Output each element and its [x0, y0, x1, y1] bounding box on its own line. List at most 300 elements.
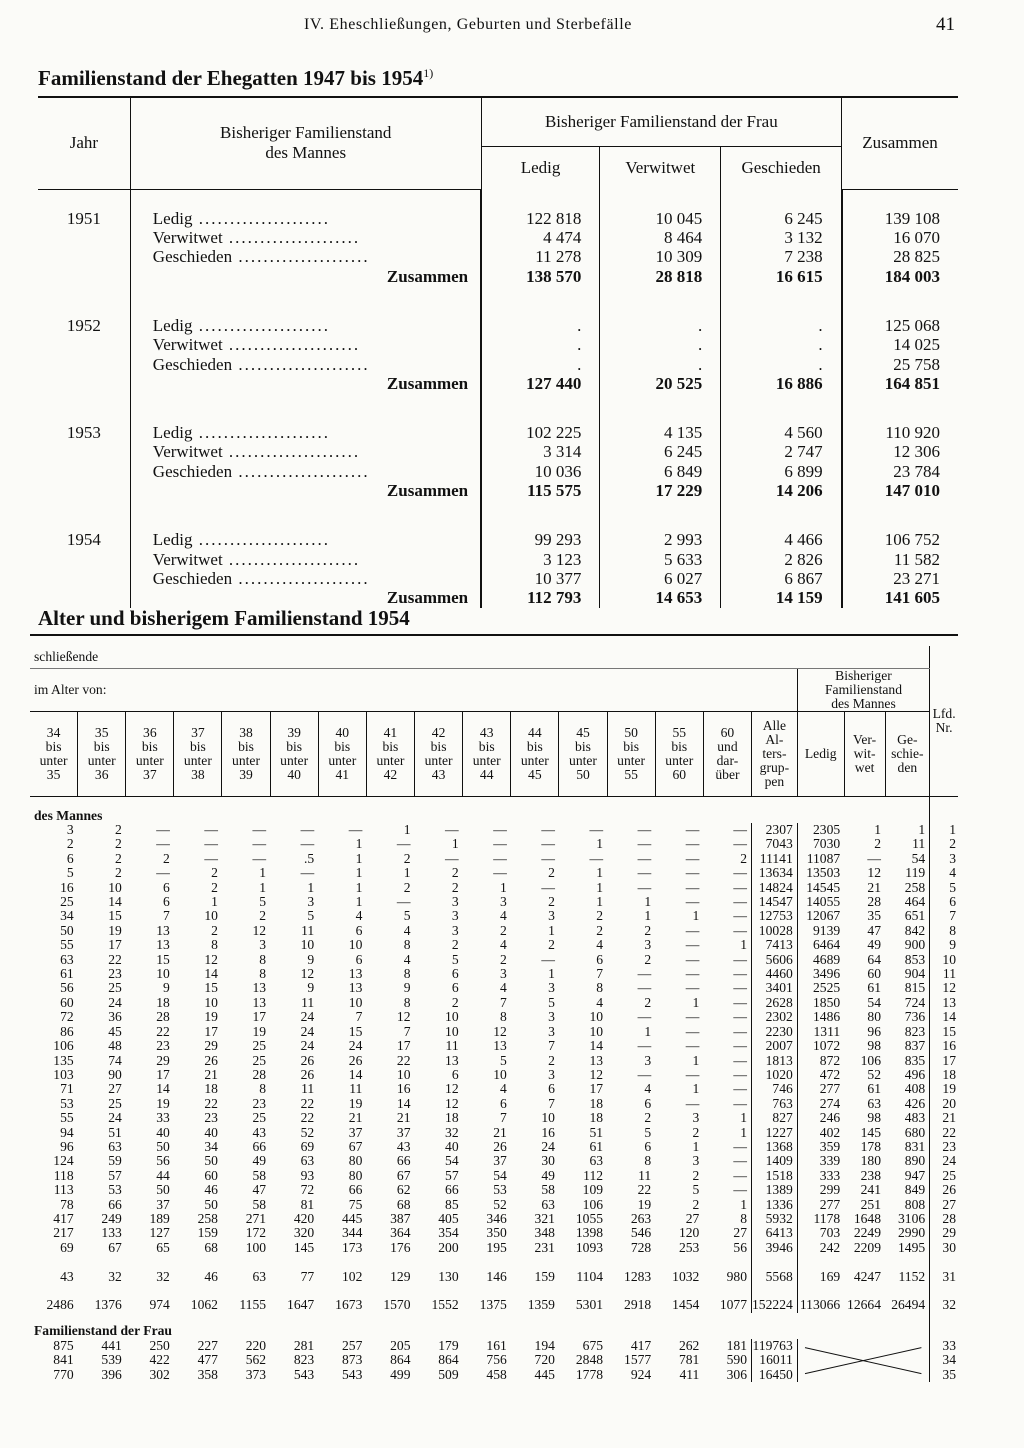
value-cell: 40 [156, 1124, 170, 1140]
value-cell: 15 [108, 908, 122, 924]
value-cell: 16 [396, 1081, 411, 1097]
value-cell: 16450 [752, 1368, 798, 1382]
value-cell: — [733, 1038, 747, 1054]
value-cell: 52 [300, 1124, 315, 1140]
value-cell: 45 [108, 1023, 122, 1039]
value-cell: 129 [390, 1268, 411, 1284]
col-age-11: 45 bis unter 50 [559, 712, 607, 797]
value-cell: 4 [499, 908, 507, 924]
value-cell: — [156, 822, 170, 837]
value-cell: 12 [396, 1009, 411, 1025]
value-cell: 25 [252, 1110, 267, 1126]
value-cell: 25 [60, 894, 74, 910]
value-cell: 1 [355, 879, 363, 895]
spacer-row [30, 1255, 958, 1269]
value-cell: 159 [197, 1225, 218, 1241]
col-ledig: Ledig [797, 712, 844, 797]
value-cell: — [252, 836, 267, 852]
value-cell: 146 [486, 1268, 507, 1284]
spacer-row [38, 286, 958, 316]
table-row [38, 550, 958, 569]
value-cell: — [733, 966, 747, 982]
value-cell: 3106 [898, 1210, 926, 1226]
value-cell: — [541, 836, 555, 852]
value-cell: 7 [403, 1023, 411, 1039]
value-cell: 80 [348, 1153, 363, 1169]
value-cell: 16 070 [842, 228, 958, 247]
value-cell: 11 [445, 1038, 459, 1054]
value-cell: — [685, 1038, 700, 1054]
header-im-alter: im Alter von: [30, 669, 797, 712]
value-cell: 13 [589, 1052, 604, 1068]
value-cell: 1518 [752, 1169, 798, 1183]
table-row [30, 1097, 958, 1111]
value-cell: 22 [300, 1110, 315, 1126]
value-cell: 27 [108, 1081, 122, 1097]
value-cell: 130 [438, 1268, 459, 1284]
value-cell: 10 [445, 1009, 459, 1025]
value-cell: 26 [930, 1183, 958, 1197]
value-cell: 4 135 [600, 423, 721, 442]
value-cell: 2 993 [600, 530, 721, 549]
value-cell: 98 [867, 1110, 882, 1126]
value-cell: 5932 [752, 1212, 798, 1226]
value-cell: — [867, 850, 882, 866]
table-row [30, 938, 958, 952]
value-cell: 6 899 [721, 462, 842, 481]
value-cell: 161 [486, 1337, 507, 1353]
value-cell: 3946 [752, 1241, 798, 1255]
value-cell: 63 [108, 1138, 122, 1154]
value-cell: 49 [252, 1153, 267, 1169]
value-cell: 58 [252, 1167, 267, 1183]
col-age-10: 44 bis unter 45 [511, 712, 559, 797]
value-cell: 14 [108, 894, 122, 910]
value-cell: 2 [115, 850, 122, 866]
value-cell: 18 [445, 1110, 459, 1126]
value-cell: 703 [797, 1226, 844, 1240]
value-cell: 18 [204, 1081, 218, 1097]
value-cell: 3 314 [481, 442, 600, 461]
value-cell: . [600, 335, 721, 354]
value-cell: — [733, 1138, 747, 1154]
table-row [30, 837, 958, 851]
value-cell: 6413 [752, 1226, 798, 1240]
value-cell: 924 [630, 1366, 652, 1382]
value-cell: 1032 [672, 1268, 700, 1284]
value-cell: 5606 [752, 953, 798, 967]
leader-dots: ..................... [222, 549, 361, 569]
value-cell: 22 [396, 1052, 411, 1068]
section-frau: Familienstand der Frau [30, 1313, 958, 1339]
table-row [30, 1068, 958, 1082]
value-cell: 28 [252, 1066, 267, 1082]
value-cell: 43 [60, 1268, 74, 1284]
value-cell: . [481, 316, 600, 335]
value-cell: 359 [797, 1140, 844, 1154]
value-cell: — [493, 865, 507, 881]
value-cell: 56 [60, 980, 74, 996]
table-row [38, 316, 958, 335]
value-cell: 238 [860, 1167, 882, 1183]
value-cell: 1375 [479, 1297, 507, 1313]
value-cell: 180 [860, 1153, 882, 1169]
value-cell: 35 [867, 908, 882, 924]
value-cell: 8 [499, 1009, 507, 1025]
value-cell: 346 [486, 1210, 507, 1226]
value-cell: — [493, 850, 507, 866]
value-cell: 1155 [239, 1297, 267, 1313]
value-cell: 194 [534, 1337, 555, 1353]
table2 [30, 646, 958, 1382]
value-cell: 770 [53, 1366, 74, 1382]
value-cell: 6 [548, 1081, 555, 1097]
value-cell: 34 [204, 1138, 218, 1154]
value-cell: 4 [499, 937, 507, 953]
value-cell: 1813 [752, 1054, 798, 1068]
value-cell: 22 [637, 1182, 652, 1198]
leader-dots: ..................... [232, 247, 370, 267]
value-cell: 122 818 [481, 209, 600, 228]
table-row [30, 924, 958, 938]
value-cell: 47 [252, 1182, 267, 1198]
value-cell: 543 [341, 1366, 363, 1382]
value-cell: 72 [60, 1009, 74, 1025]
table-row [38, 462, 958, 481]
value-cell: 18 [156, 994, 170, 1010]
value-cell: — [396, 836, 411, 852]
value-cell: 1 [692, 1138, 700, 1154]
table-row [38, 374, 958, 393]
table-row [38, 247, 958, 266]
value-cell: 35 [930, 1368, 958, 1382]
value-cell: 9 [307, 980, 315, 996]
col-bisheriger: Bisheriger Familienstand des Mannes [797, 669, 929, 712]
value-cell: 12 306 [842, 442, 958, 461]
value-cell: — [637, 865, 652, 881]
value-cell: 77 [300, 1268, 315, 1284]
table-row [30, 1212, 958, 1226]
value-cell: 200 [438, 1239, 459, 1255]
col-lfd: Lfd. Nr. [930, 646, 958, 797]
value-cell: 1 [259, 865, 267, 881]
row-label: Geschieden ..................... [130, 355, 481, 374]
leader-dots: ..................... [222, 228, 361, 248]
value-cell: — [300, 822, 315, 837]
value-cell: 445 [534, 1366, 555, 1382]
value-cell: 831 [904, 1138, 926, 1154]
table1-title [38, 66, 433, 91]
value-cell: 60 [60, 994, 74, 1010]
value-cell: — [396, 894, 411, 910]
value-cell: 246 [797, 1111, 844, 1125]
value-cell: 176 [390, 1239, 411, 1255]
value-cell: 2 [644, 994, 652, 1010]
value-cell: 53 [493, 1182, 507, 1198]
value-cell: 26494 [891, 1297, 926, 1313]
value-cell: 133 [101, 1225, 122, 1241]
value-cell: 1 [692, 1052, 700, 1068]
value-cell: 113066 [797, 1298, 844, 1312]
value-cell: 7 [548, 1038, 555, 1054]
value-cell: 36 [108, 1009, 122, 1025]
value-cell: 119 [905, 865, 926, 881]
value-cell: 2918 [624, 1297, 652, 1313]
value-cell: . [721, 335, 842, 354]
value-cell: 1398 [575, 1225, 604, 1241]
value-cell: . [481, 355, 600, 374]
col-age-3: 37 bis unter 38 [174, 712, 222, 797]
table-row [30, 1270, 958, 1284]
value-cell: 8 [403, 966, 411, 982]
value-cell: 14 [348, 1066, 363, 1082]
col-frau-geschieden: Geschieden [721, 147, 842, 190]
value-cell: 746 [752, 1082, 798, 1096]
value-cell: 52 [493, 1196, 507, 1212]
value-cell: — [733, 1009, 747, 1025]
value-cell: 1020 [752, 1068, 798, 1082]
value-cell: — [685, 1066, 700, 1082]
value-cell: 1 [930, 823, 958, 837]
value-cell: 5 633 [600, 550, 721, 569]
value-cell: 258 [904, 879, 926, 895]
value-cell: 4 466 [721, 530, 842, 549]
row-label: Ledig ..................... [130, 530, 481, 549]
value-cell: 1 [211, 894, 218, 910]
value-cell: 348 [534, 1225, 555, 1241]
table-row [38, 588, 958, 607]
value-cell: 1 [692, 994, 700, 1010]
value-cell: 22 [930, 1126, 958, 1140]
value-cell: 853 [904, 951, 926, 967]
value-cell: 102 [341, 1268, 363, 1284]
value-cell: — [204, 822, 218, 837]
value-cell: 1368 [752, 1140, 798, 1154]
value-cell: 17 [930, 1054, 958, 1068]
value-cell: 1178 [797, 1212, 844, 1226]
value-cell: 1072 [797, 1039, 844, 1053]
table1-footnote-mark: 1) [423, 66, 434, 80]
value-cell: 28 [156, 1009, 170, 1025]
value-cell: 546 [630, 1225, 652, 1241]
table-row [30, 1054, 958, 1068]
value-cell: 2 [403, 879, 411, 895]
leader-dots: ..................... [232, 568, 370, 588]
value-cell: 12 [493, 1023, 507, 1039]
value-cell: 63 [589, 1153, 604, 1169]
value-cell: 10 045 [600, 209, 721, 228]
value-cell: 56 [156, 1153, 170, 1169]
value-cell: 61 [589, 1138, 604, 1154]
value-cell: 22 [108, 951, 122, 967]
value-cell: 4 [596, 937, 604, 953]
value-cell: 23 784 [842, 462, 958, 481]
value-cell: 1 [918, 822, 926, 837]
value-cell: 3 [451, 908, 459, 924]
value-cell: 11 582 [842, 550, 958, 569]
value-cell: 20 525 [600, 374, 721, 393]
value-cell: 408 [904, 1081, 926, 1097]
value-cell: 306 [726, 1366, 747, 1382]
value-cell: 1389 [752, 1183, 798, 1197]
value-cell: 24 [108, 1110, 122, 1126]
value-cell: 19 [156, 1095, 170, 1111]
value-cell: 14 [589, 1038, 604, 1054]
value-cell: 106 [582, 1196, 604, 1212]
value-cell: 8 [930, 924, 958, 938]
value-cell: 11 [638, 1167, 652, 1183]
value-cell: 9 [307, 951, 315, 967]
value-cell: 2305 [797, 823, 844, 837]
value-cell: — [685, 951, 700, 967]
value-cell: 4 [644, 1081, 652, 1097]
value-cell: 417 [53, 1210, 74, 1226]
value-cell: 8 [211, 937, 218, 953]
table-row [38, 530, 958, 549]
value-cell: 426 [904, 1095, 926, 1111]
value-cell: 10 [541, 1110, 555, 1126]
value-cell: 1 [596, 894, 604, 910]
value-cell: 59 [108, 1153, 122, 1169]
value-cell: 90 [108, 1066, 122, 1082]
value-cell: 1577 [624, 1352, 652, 1368]
value-cell: 57 [445, 1167, 459, 1183]
value-cell: 50 [156, 1138, 170, 1154]
value-cell: 7 [355, 1009, 363, 1025]
value-cell: . [600, 355, 721, 374]
value-cell: 3 [451, 894, 459, 910]
col-age-4: 38 bis unter 39 [222, 712, 270, 797]
value-cell: 2486 [46, 1297, 74, 1313]
value-cell: 1 [548, 922, 555, 938]
value-cell: 4 [499, 980, 507, 996]
value-cell: 6 [644, 1138, 652, 1154]
value-cell: 1552 [431, 1297, 459, 1313]
value-cell: 125 068 [842, 316, 958, 335]
value-cell: 63 [867, 1095, 882, 1111]
value-cell: 6 [66, 850, 74, 866]
value-cell: 127 440 [481, 374, 600, 393]
value-cell: 3 [644, 1052, 652, 1068]
value-cell: 25 [108, 1095, 122, 1111]
table-row [38, 423, 958, 442]
value-cell: 8 [644, 1153, 652, 1169]
value-cell: 14 [156, 1081, 170, 1097]
value-cell: 13634 [752, 866, 798, 880]
table1 [38, 96, 958, 608]
value-cell: 67 [396, 1167, 411, 1183]
value-cell: 43 [396, 1138, 411, 1154]
col-age-1: 35 bis unter 36 [78, 712, 126, 797]
value-cell: 8 [403, 994, 411, 1010]
value-cell: 7 [596, 966, 604, 982]
value-cell: 96 [60, 1138, 74, 1154]
value-cell: 37 [396, 1124, 411, 1140]
value-cell: 34 [60, 908, 74, 924]
value-cell: 10 [930, 953, 958, 967]
value-cell: 231 [534, 1239, 555, 1255]
value-cell: — [637, 1009, 652, 1025]
value-cell: 849 [904, 1182, 926, 1198]
value-cell: 3496 [797, 967, 844, 981]
value-cell: 14 025 [842, 335, 958, 354]
value-cell: 21 [204, 1066, 218, 1082]
value-cell: 1104 [576, 1268, 604, 1284]
value-cell: 3 [307, 894, 315, 910]
value-cell: 4 560 [721, 423, 842, 442]
value-cell: 815 [904, 980, 926, 996]
year-cell: 1953 [66, 423, 101, 443]
value-cell: 17 [204, 1023, 218, 1039]
value-cell: 2 [163, 850, 170, 866]
value-cell: 2 [211, 865, 218, 881]
value-cell: 14 [204, 966, 218, 982]
value-cell: 78 [60, 1196, 74, 1212]
value-cell: — [685, 822, 700, 837]
value-cell: 1311 [797, 1025, 844, 1039]
year-cell: 1952 [66, 315, 101, 335]
value-cell: 21 [348, 1110, 363, 1126]
value-cell: 189 [149, 1210, 170, 1226]
value-cell: 9 [403, 980, 411, 996]
value-cell: 61 [867, 980, 882, 996]
value-cell: 7 238 [721, 247, 842, 266]
row-label: Ledig ..................... [130, 209, 481, 228]
value-cell: 1 [692, 908, 700, 924]
value-cell: 2 [451, 865, 459, 881]
value-cell: 18 [930, 1068, 958, 1082]
value-cell: 12067 [797, 909, 844, 923]
value-cell: 23 [930, 1140, 958, 1154]
value-cell: 54 [867, 994, 882, 1010]
value-cell: 302 [149, 1366, 170, 1382]
value-cell: 11 [912, 836, 926, 852]
value-cell: 5 [451, 951, 459, 967]
value-cell: 15 [930, 1025, 958, 1039]
value-cell: 387 [390, 1210, 411, 1226]
value-cell: 67 [108, 1239, 122, 1255]
col-geschieden: Ge- schie- den [885, 712, 930, 797]
value-cell: 48 [108, 1038, 122, 1054]
value-cell: 23 [156, 1038, 170, 1054]
value-cell: 5 [307, 908, 315, 924]
value-cell: 2 [259, 908, 267, 924]
value-cell: 1 [644, 1023, 652, 1039]
value-cell: 19 [204, 1009, 218, 1025]
value-cell: 10 [108, 879, 122, 895]
value-cell: — [733, 894, 747, 910]
value-cell: 12 [445, 1081, 459, 1097]
value-cell: 299 [797, 1183, 844, 1197]
value-cell: 281 [293, 1337, 315, 1353]
value-cell: 509 [438, 1366, 459, 1382]
table-row [30, 953, 958, 967]
value-cell: 24 [300, 1009, 315, 1025]
value-cell: 320 [293, 1225, 315, 1241]
table-row [30, 823, 958, 837]
spacer-row [38, 189, 958, 209]
value-cell: 756 [486, 1352, 507, 1368]
value-cell: 823 [904, 1023, 926, 1039]
value-cell: 25 [930, 1169, 958, 1183]
value-cell: — [541, 951, 555, 967]
value-cell: 980 [726, 1268, 747, 1284]
value-cell: 14547 [752, 895, 798, 909]
value-cell: — [493, 836, 507, 852]
value-cell: 1495 [898, 1239, 926, 1255]
value-cell: 354 [438, 1225, 459, 1241]
value-cell: 172 [245, 1225, 267, 1241]
